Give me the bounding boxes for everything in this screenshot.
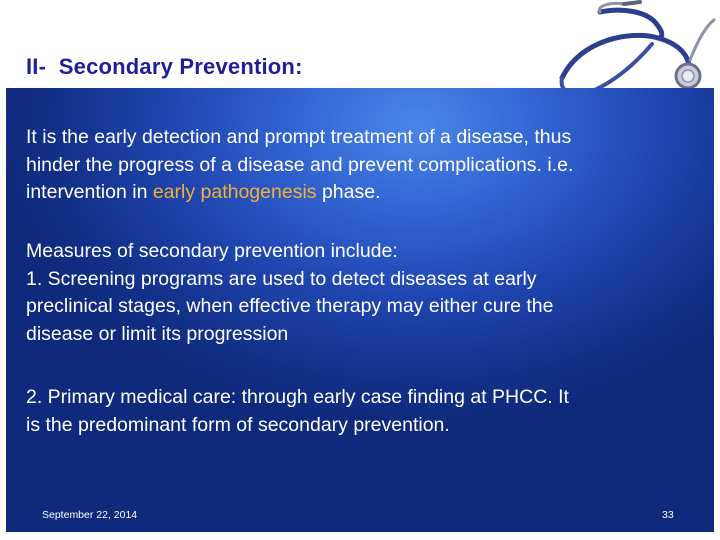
paragraph-line: disease or limit its progression [26,322,289,345]
highlight-text: early pathogenesis [152,181,317,203]
footer-page-number: 33 [662,509,674,521]
paragraph-line: preclinical stages, when effective therapy may either cure the [26,295,554,317]
stethoscope-icon [540,0,720,100]
paragraph-line [26,179,696,207]
footer-date: September 22, 2014 [42,509,138,521]
paragraph-primary-care [26,384,696,439]
paragraph-line: hinder the progress of a disease and prevent complications. i.e. [26,153,574,176]
slide-header [0,0,720,88]
slide-title: II- Secondary Prevention: [26,54,303,79]
paragraph-line: Measures of secondary prevention include: [26,240,398,262]
paragraph-line: It is the early detection and prompt treatment of a disease, thus [26,126,572,148]
paragraph-definition [26,124,696,207]
paragraph-line: 1. Screening programs are used to detect diseases at early [26,267,537,290]
paragraph-line: 2. Primary medical care: through early case finding at PHCC. It [26,386,569,408]
paragraph-line: is the predominant form of secondary prevention. [26,413,450,436]
paragraph-measures [26,238,696,348]
text-segment: phase. [316,181,381,203]
text-segment: intervention in [26,181,153,203]
